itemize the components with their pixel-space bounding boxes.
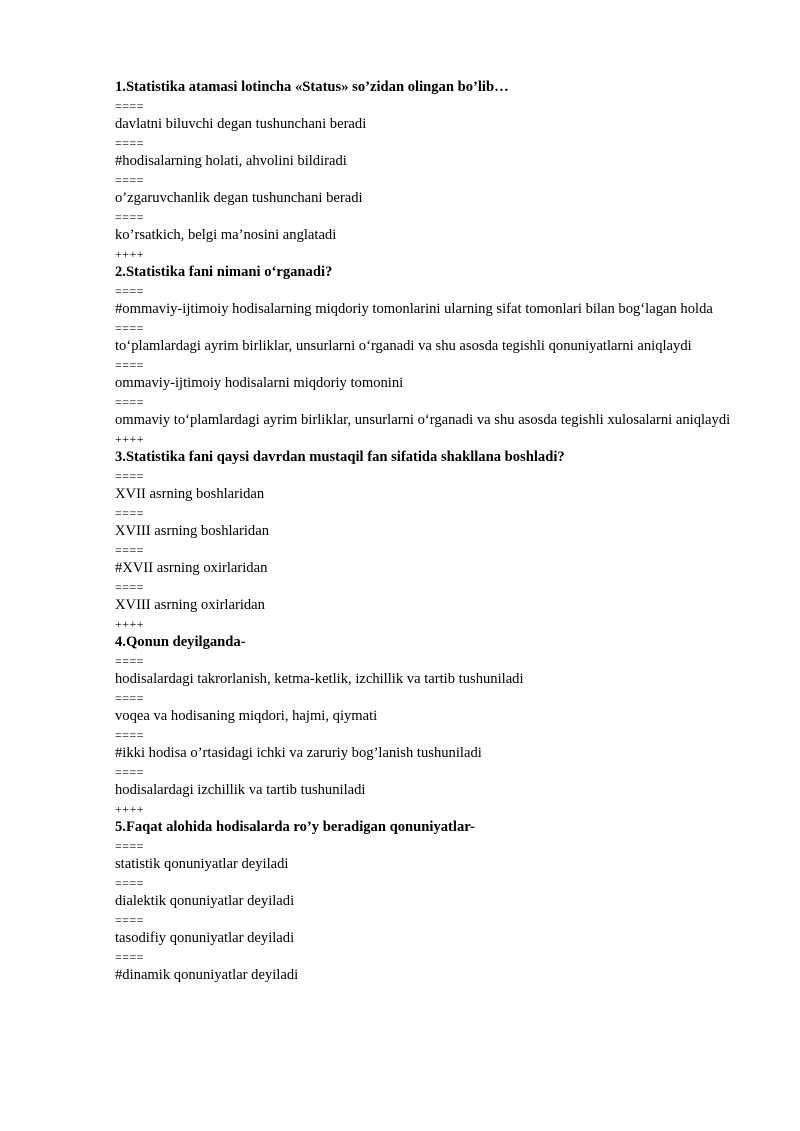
answer-option: ko’rsatkich, belgi ma’nosini anglatadi	[115, 227, 337, 243]
answer-separator: ====	[115, 172, 145, 187]
answer-separator: ====	[115, 98, 145, 113]
answer-option: to‘plamlardagi ayrim birliklar, unsurlarni o‘rganadi va shu asosda tegishli qonuniyatlarni aniqlaydi	[115, 338, 692, 354]
answer-separator: ====	[115, 949, 145, 964]
answer-option: voqea va hodisaning miqdori, hajmi, qiymati	[115, 708, 378, 724]
question-title: 1.Statistika atamasi lotincha «Status» so’zidan olingan bo’lib…	[115, 79, 509, 95]
answer-option: davlatni biluvchi degan tushunchani beradi	[115, 116, 367, 132]
answer-separator: ====	[115, 135, 145, 150]
test-document	[115, 78, 742, 985]
question-title: 2.Statistika fani nimani o‘rganadi?	[115, 264, 333, 280]
answer-option: dialektik qonuniyatlar deyiladi	[115, 893, 295, 909]
answer-separator: ====	[115, 912, 145, 927]
answer-separator: ====	[115, 209, 145, 224]
answer-option: ommaviy-ijtimoiy hodisalarni miqdoriy tomonini	[115, 375, 404, 391]
answer-option: #ommaviy-ijtimoiy hodisalarning miqdoriy tomonlarini ularning sifat tomonlari bilan bog‘lagan holda	[115, 301, 713, 317]
answer-separator: ====	[115, 875, 145, 890]
answer-option: tasodifiy qonuniyatlar deyiladi	[115, 930, 295, 946]
answer-option: #ikki hodisa o’rtasidagi ichki va zaruriy bog’lanish tushuniladi	[115, 745, 482, 761]
question-separator: ++++	[115, 246, 145, 261]
answer-separator: ====	[115, 764, 145, 779]
answer-separator: ====	[115, 357, 145, 372]
question-separator: ++++	[115, 616, 145, 631]
answer-option: hodisalardagi takrorlanish, ketma-ketlik, izchillik va tartib tushuniladi	[115, 671, 524, 687]
answer-separator: ====	[115, 394, 145, 409]
answer-separator: ====	[115, 653, 145, 668]
answer-option: XVIII asrning boshlaridan	[115, 523, 270, 539]
answer-option: XVII asrning boshlaridan	[115, 486, 265, 502]
answer-separator: ====	[115, 727, 145, 742]
answer-option: #XVII asrning oxirlaridan	[115, 560, 268, 576]
answer-separator: ====	[115, 579, 145, 594]
question-separator: ++++	[115, 431, 145, 446]
answer-option: statistik qonuniyatlar deyiladi	[115, 856, 289, 872]
question-separator: ++++	[115, 801, 145, 816]
question-title: 5.Faqat alohida hodisalarda ro’y beradigan qonuniyatlar-	[115, 819, 476, 835]
answer-separator: ====	[115, 320, 145, 335]
answer-option: #hodisalarning holati, ahvolini bildiradi	[115, 153, 347, 169]
answer-separator: ====	[115, 505, 145, 520]
answer-option: o’zgaruvchanlik degan tushunchani beradi	[115, 190, 363, 206]
answer-option: hodisalardagi izchillik va tartib tushuniladi	[115, 782, 366, 798]
question-title: 4.Qonun deyilganda-	[115, 634, 246, 650]
answer-separator: ====	[115, 838, 145, 853]
answer-separator: ====	[115, 690, 145, 705]
answer-option: #dinamik qonuniyatlar deyiladi	[115, 967, 299, 983]
answer-separator: ====	[115, 542, 145, 557]
answer-option: ommaviy to‘plamlardagi ayrim birliklar, unsurlarni o‘rganadi va shu asosda tegishli xulosalarni aniqlaydi	[115, 412, 731, 428]
answer-option: XVIII asrning oxirlaridan	[115, 597, 265, 613]
answer-separator: ====	[115, 283, 145, 298]
answer-separator: ====	[115, 468, 145, 483]
question-title: 3.Statistika fani qaysi davrdan mustaqil fan sifatida shakllana boshladi?	[115, 449, 565, 465]
